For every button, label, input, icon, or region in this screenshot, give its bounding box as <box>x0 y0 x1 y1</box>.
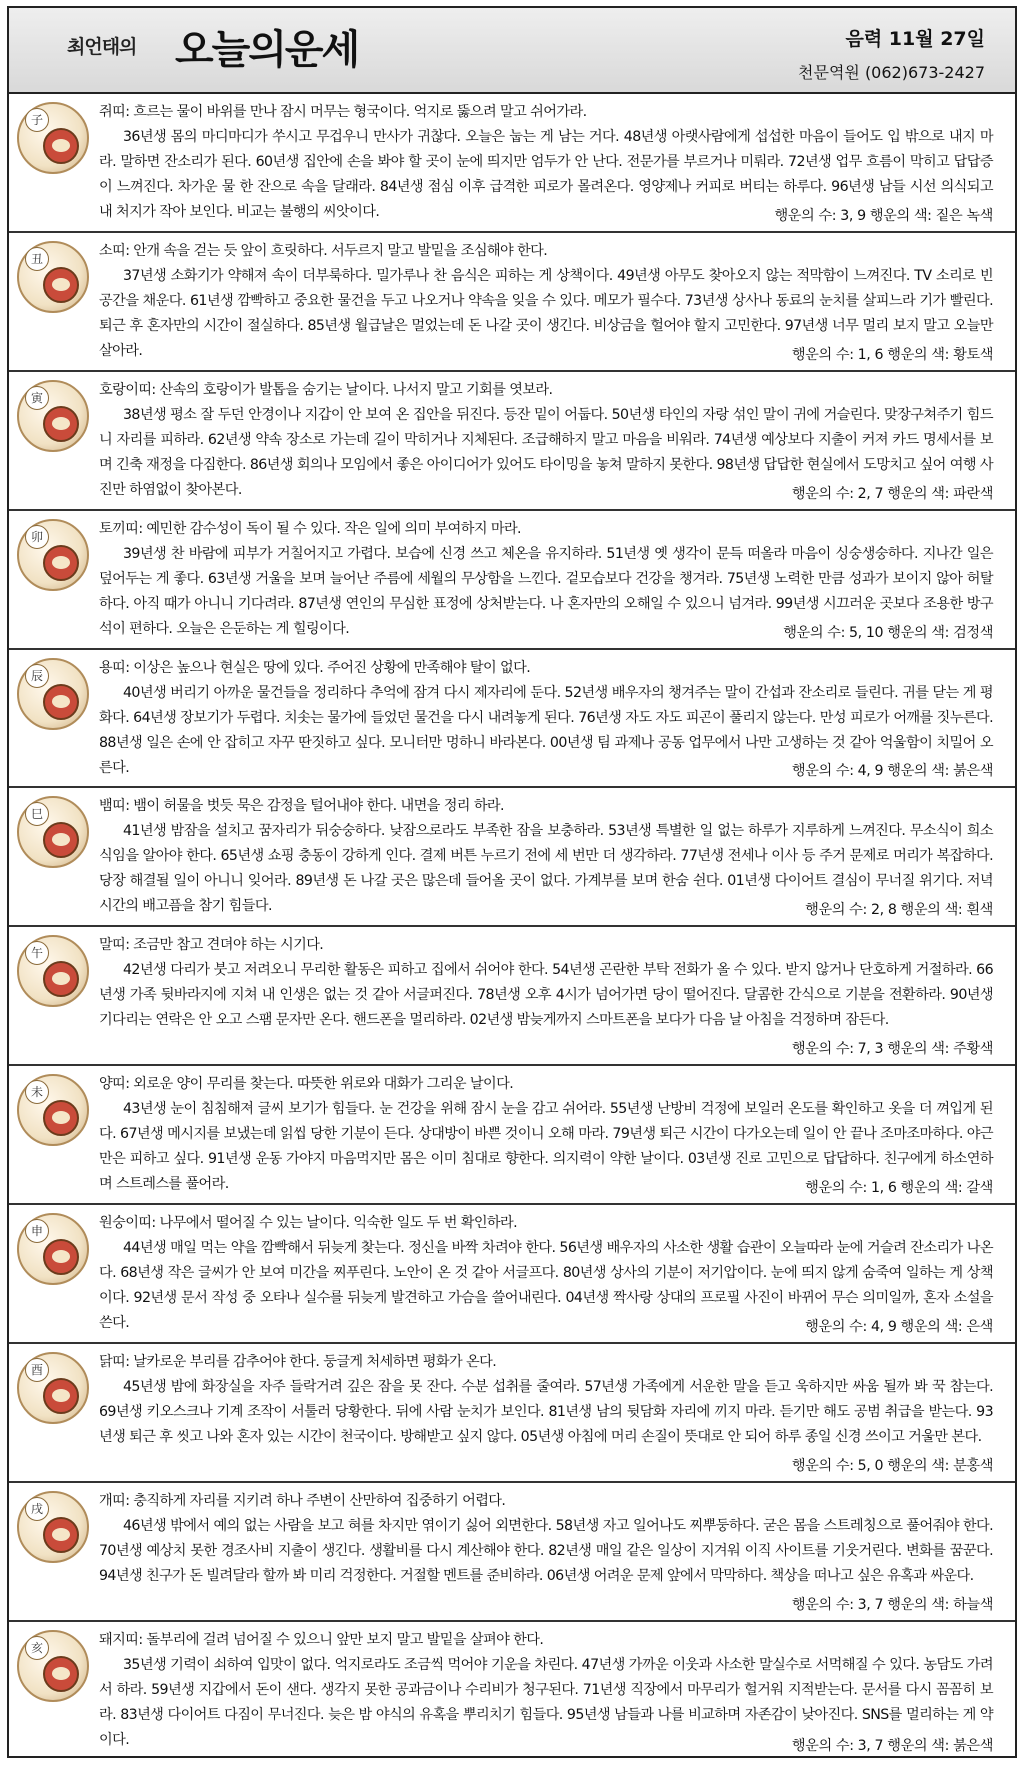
fortune-body: 44년생 매일 먹는 약을 깜빡해서 뒤늦게 찾는다. 정신을 바짝 차려야 한다. 56년생 배우자의 사소한 생활 습관이 오늘따라 눈에 거슬려 잔소리가 나온다. 68년생 작은 글씨가 안 보여 미간을 찌푸린다. 노안이 온 것 같아 서글프다. 80년생 상사의 기분이 저기압이다. 눈에 띄지 않게 숨죽여 일하는 게 상책이다. 92년생 문서 작성 중 오타나 실수를 뒤늦게 발견하고 가슴을 쓸어내린다. 04년생 짝사랑 상대의 프로필 사진이 바뀌어 무슨 의미일까, 혼자 소설을 쓴다. <box>99 1240 993 1332</box>
fortune-headline: 원숭이띠: 나무에서 떨어질 수 있는 날이다. 익숙한 일도 두 번 확인하라. <box>99 1215 518 1232</box>
fortune-page <box>7 6 1017 1758</box>
lucky-number-color: 행운의 수: 4, 9 행운의 색: 은색 <box>789 1316 993 1336</box>
fortune-body: 38년생 평소 잘 두던 안경이나 지갑이 안 보여 온 집안을 뒤진다. 등잔 밑이 어둡다. 50년생 타인의 자랑 섞인 말이 귀에 거슬린다. 맞장구쳐주기 힘드니 자리를 피하라. 62년생 약속 장소로 가는데 길이 막히거나 지체된다. 조급해하지 말고 마음을 비워라. 74년생 예상보다 지출이 커져 카드 명세서를 보며 긴축 재정을 다짐한다. 86년생 회의나 모임에서 좋은 아이디어가 있어도 타이밍을 놓쳐 말하지 못한다. 98년생 답답한 현실에서 도망치고 싶어 여행 사진만 하염없이 찾아본다. <box>99 406 993 498</box>
ox-icon <box>43 267 79 303</box>
zodiac-medallion <box>17 1213 89 1285</box>
fortune-headline: 토끼띠: 예민한 감수성이 독이 될 수 있다. 작은 일에 의미 부여하지 마라. <box>99 520 521 537</box>
zodiac-medallion <box>17 519 89 591</box>
fortune-headline: 닭띠: 날카로운 부리를 감추어야 한다. 둥글게 처세하면 평화가 온다. <box>99 1354 497 1371</box>
fortune-body: 39년생 찬 바람에 피부가 거칠어지고 가렵다. 보습에 신경 쓰고 체온을 유지하라. 51년생 옛 생각이 문득 떠올라 마음이 싱숭생숭하다. 지나간 일은 덮어두는 게 좋다. 63년생 거울을 보며 늘어난 주름에 세월의 무상함을 느낀다. 겉모습보다 건강을 챙겨라. 75년생 노력한 만큼 성과가 보이지 않아 허탈하다. 아직 때가 아니니 기다려라. 87년생 연인의 무심한 표정에 상처받는다. 나 혼자만의 오해일 수 있으니 넘겨라. 99년생 시끄러운 곳보다 조용한 방구석이 편하다. 오늘은 은둔하는 게 힐링이다. <box>99 545 993 637</box>
contact-info: 천문역원 (062)673-2427 <box>798 63 985 82</box>
fortune-headline: 뱀띠: 뱀이 허물을 벗듯 묵은 감정을 털어내야 한다. 내면을 정리 하라. <box>99 798 504 815</box>
zodiac-medallion <box>17 1491 89 1563</box>
fortune-entry <box>9 927 1015 1066</box>
brand-title: 오늘의운세 <box>175 27 359 73</box>
zodiac-medallion <box>17 935 89 1007</box>
lucky-number-color: 행운의 수: 3, 7 행운의 색: 붉은색 <box>776 1735 993 1755</box>
zodiac-character: 申 <box>25 1219 49 1243</box>
zodiac-character: 辰 <box>25 664 49 688</box>
lucky-number-color: 행운의 수: 1, 6 행운의 색: 황토색 <box>776 344 993 364</box>
fortune-entry <box>9 1344 1015 1483</box>
fortune-body: 40년생 버리기 아까운 물건들을 정리하다 추억에 잠겨 다시 제자리에 둔다. 52년생 배우자의 챙겨주는 말이 간섭과 잔소리로 들린다. 귀를 닫는 게 평화다. 64년생 장보기가 두렵다. 치솟는 물가에 들었던 물건을 다시 내려놓게 된다. 76년생 자도 자도 피곤이 풀리지 않는다. 만성 피로가 어깨를 짓누른다. 88년생 일은 손에 안 잡히고 자꾸 딴짓하고 싶다. 모니터만 멍하니 바라본다. 00년생 팀 과제나 공동 업무에서 나만 고생하는 것 같아 억울함이 치밀어 오른다. <box>99 684 993 776</box>
zodiac-character: 卯 <box>25 525 49 549</box>
fortune-body: 46년생 밖에서 예의 없는 사람을 보고 혀를 차지만 엮이기 싫어 외면한다. 58년생 자고 일어나도 찌뿌둥하다. 굳은 몸을 스트레칭으로 풀어줘야 한다. 70년생 예상치 못한 경조사비 지출이 생긴다. 생활비를 다시 계산해야 한다. 82년생 매일 같은 일상이 지겨워 이직 사이트를 기웃거린다. 변화를 꿈꾼다. 94년생 친구가 돈 빌려달라 할까 봐 미리 걱정한다. 거절할 멘트를 준비하라. 06년생 어려운 문제 앞에서 막막하다. 책상을 떠나고 싶은 유혹과 싸운다. <box>99 1517 994 1584</box>
zodiac-character: 酉 <box>25 1358 49 1382</box>
fortune-body: 43년생 눈이 침침해져 글씨 보기가 힘들다. 눈 건강을 위해 잠시 눈을 감고 쉬어라. 55년생 난방비 걱정에 보일러 온도를 확인하고 옷을 더 껴입게 된다. 67년생 메시지를 보냈는데 읽씹 당한 기분이 든다. 상대방이 바쁜 것이니 오해 마라. 79년생 퇴근 시간이 다가오는데 일이 안 끝나 조마조마하다. 야근만은 피하고 싶다. 91년생 운동 가야지 마음먹지만 몸은 이미 침대로 향한다. 의지력이 약한 날이다. 03년생 진로 고민으로 답답하다. 친구에게 하소연하며 스트레스를 풀어라. <box>99 1101 993 1193</box>
fortune-body: 42년생 다리가 붓고 저려오니 무리한 활동은 피하고 집에서 쉬어야 한다. 54년생 곤란한 부탁 전화가 올 수 있다. 받지 않거나 단호하게 거절하라. 66년생 가족 뒷바라지에 지쳐 내 인생은 없는 것 같아 서글퍼진다. 78년생 오후 4시가 넘어가면 당이 떨어진다. 달콤한 간식으로 기분을 전환하라. 90년생 기다리는 연락은 안 오고 스팸 문자만 온다. 핸드폰을 멀리하라. 02년생 밤늦게까지 스마트폰을 보다가 다음 날 아침을 걱정하며 잠든다. <box>99 962 993 1029</box>
lucky-number-color: 행운의 수: 5, 10 행운의 색: 검정색 <box>767 622 993 642</box>
zodiac-medallion <box>17 102 89 174</box>
lucky-number-color: 행운의 수: 3, 7 행운의 색: 하늘색 <box>776 1594 993 1614</box>
sheep-icon <box>43 1100 79 1136</box>
fortune-entry <box>9 1205 1015 1344</box>
lucky-number-color: 행운의 수: 2, 8 행운의 색: 흰색 <box>789 899 993 919</box>
snake-icon <box>43 822 79 858</box>
zodiac-character: 戌 <box>25 1497 49 1521</box>
fortune-entry <box>9 94 1015 233</box>
fortune-entry <box>9 650 1015 789</box>
lucky-number-color: 행운의 수: 3, 9 행운의 색: 짙은 녹색 <box>758 205 993 225</box>
lucky-number-color: 행운의 수: 2, 7 행운의 색: 파란색 <box>776 483 993 503</box>
horse-icon <box>43 961 79 997</box>
fortune-entry <box>9 788 1015 927</box>
zodiac-medallion <box>17 380 89 452</box>
lucky-number-color: 행운의 수: 7, 3 행운의 색: 주황색 <box>776 1038 993 1058</box>
fortune-headline: 호랑이띠: 산속의 호랑이가 발톱을 숨기는 날이다. 나서지 말고 기회를 엿보라. <box>99 381 553 398</box>
zodiac-medallion <box>17 658 89 730</box>
fortune-list <box>9 94 1015 1756</box>
fortune-headline: 양띠: 외로운 양이 무리를 찾는다. 따뜻한 위로와 대화가 그리운 날이다. <box>99 1076 514 1093</box>
fortune-body: 36년생 몸의 마디마디가 쑤시고 무겁우니 만사가 귀찮다. 오늘은 눕는 게 남는 거다. 48년생 아랫사람에게 섭섭한 마음이 들어도 입 밖으로 내지 마라. 말하면 잔소리가 된다. 60년생 집안에 손을 봐야 할 곳이 눈에 띄지만 엄두가 안 난다. 전문가를 부르거나 미뤄라. 72년생 업무 흐름이 막히고 답답증이 느껴진다. 차가운 물 한 잔으로 속을 달래라. 84년생 점심 이후 급격한 피로가 몰려온다. 영양제나 커피로 버티는 하루다. 96년생 남들 시선 의식되고 내 처지가 작아 보인다. 비교는 불행의 씨앗이다. <box>99 129 993 220</box>
fortune-text <box>99 1350 993 1450</box>
lucky-number-color: 행운의 수: 1, 6 행운의 색: 갈색 <box>789 1177 993 1197</box>
pig-icon <box>43 1656 79 1692</box>
tiger-icon <box>43 406 79 442</box>
fortune-entry <box>9 511 1015 650</box>
fortune-text <box>99 1489 993 1589</box>
zodiac-character: 未 <box>25 1080 49 1104</box>
fortune-headline: 말띠: 조금만 참고 견뎌야 하는 시기다. <box>99 937 324 954</box>
zodiac-character: 丑 <box>25 247 49 271</box>
brand-author: 최언태의 <box>67 36 137 58</box>
zodiac-medallion <box>17 1352 89 1424</box>
dragon-icon <box>43 684 79 720</box>
fortune-headline: 소띠: 안개 속을 걷는 듯 앞이 흐릿하다. 서두르지 말고 발밑을 조심해야 한다. <box>99 242 548 259</box>
fortune-entry <box>9 372 1015 511</box>
fortune-headline: 개띠: 충직하게 자리를 지키려 하나 주변이 산만하여 집중하기 어렵다. <box>99 1492 506 1509</box>
rabbit-icon <box>43 545 79 581</box>
lucky-number-color: 행운의 수: 5, 0 행운의 색: 분홍색 <box>776 1455 993 1475</box>
zodiac-medallion <box>17 1630 89 1702</box>
lunar-date: 음력 11월 27일 <box>845 28 985 50</box>
fortune-headline: 돼지띠: 돌부리에 걸려 넘어질 수 있으니 앞만 보지 말고 발밑을 살펴야 한다. <box>99 1631 544 1648</box>
monkey-icon <box>43 1239 79 1275</box>
fortune-headline: 쥐띠: 흐르는 물이 바위를 만나 잠시 머무는 형국이다. 억지로 뚫으려 말고 쉬어가라. <box>99 104 587 120</box>
fortune-entry <box>9 233 1015 372</box>
fortune-entry <box>9 1066 1015 1205</box>
fortune-body: 45년생 밤에 화장실을 자주 들락거려 깊은 잠을 못 잔다. 수분 섭취를 줄여라. 57년생 가족에게 서운한 말을 듣고 욱하지만 싸움 될까 봐 꾹 참는다. 69년생 키오스크나 기계 조작이 서툴러 당황한다. 뒤에 사람 눈치가 보인다. 81년생 남의 뒷담화 자리에 끼지 마라. 듣기만 해도 공범 취급을 받는다. 93년생 퇴근 후 씻고 나와 혼자 있는 시간이 천국이다. 방해받고 싶지 않다. 05년생 아침에 머리 손질이 뜻대로 안 되어 하루 종일 신경 쓰이고 거울만 본다. <box>99 1379 993 1446</box>
fortune-entry <box>9 1622 1015 1761</box>
zodiac-character: 寅 <box>25 386 49 410</box>
zodiac-character: 巳 <box>25 802 49 826</box>
fortune-body: 37년생 소화기가 약해져 속이 더부룩하다. 밀가루나 찬 음식은 피하는 게 상책이다. 49년생 아무도 찾아오지 않는 적막함이 느껴진다. TV 소리로 빈 공간을 채운다. 61년생 깜빡하고 중요한 물건을 두고 나오거나 약속을 잊을 수 있다. 메모가 필수다. 73년생 상사나 동료의 눈치를 살피느라 기가 빨린다. 퇴근 후 혼자만의 시간이 절실하다. 85년생 월급날은 멀었는데 돈 나갈 곳이 생긴다. 비상금을 헐어야 할지 고민한다. 97년생 너무 멀리 보지 말고 오늘만 살아라. <box>99 267 993 359</box>
fortune-text <box>99 933 993 1033</box>
dog-icon <box>43 1517 79 1553</box>
zodiac-medallion <box>17 241 89 313</box>
fortune-entry <box>9 1483 1015 1622</box>
zodiac-character: 子 <box>25 108 49 132</box>
zodiac-medallion <box>17 1074 89 1146</box>
rooster-icon <box>43 1378 79 1414</box>
fortune-body: 41년생 밤잠을 설치고 꿈자리가 뒤숭숭하다. 낮잠으로라도 부족한 잠을 보충하라. 53년생 특별한 일 없는 하루가 지루하게 느껴진다. 무소식이 희소식임을 알아야 한다. 65년생 쇼핑 충동이 강하게 인다. 결제 버튼 누르기 전에 세 번만 더 생각하라. 77년생 전세나 이사 등 주거 문제로 머리가 복잡하다. 당장 해결될 일이 아니니 잊어라. 89년생 돈 나갈 곳은 많은데 들어올 곳이 없다. 가계부를 보며 한숨 쉰다. 01년생 다이어트 결심이 무너질 위기다. 저녁 시간의 배고픔을 참기 힘들다. <box>99 823 993 915</box>
zodiac-character: 亥 <box>25 1636 49 1660</box>
zodiac-character: 午 <box>25 941 49 965</box>
fortune-body: 35년생 기력이 쇠하여 입맛이 없다. 억지로라도 조금씩 먹어야 기운을 차린다. 47년생 가까운 이웃과 사소한 말실수로 서먹해질 수 있다. 농담도 가려서 하라. 59년생 지갑에서 돈이 샌다. 생각지 못한 공과금이나 수리비가 청구된다. 71년생 직장에서 마무리가 헐거워 지적받는다. 문서를 다시 꼼꼼히 보라. 83년생 다이어트 다짐이 무너진다. 늦은 밤 야식의 유혹을 뿌리치기 힘들다. 95년생 남들과 나를 비교하며 자존감이 낮아진다. SNS를 멀리하는 게 약이다. <box>99 1656 993 1748</box>
rat-icon <box>43 128 79 164</box>
header <box>9 8 1015 94</box>
zodiac-medallion <box>17 796 89 868</box>
fortune-headline: 용띠: 이상은 높으나 현실은 땅에 있다. 주어진 상황에 만족해야 탈이 없다. <box>99 659 531 676</box>
lucky-number-color: 행운의 수: 4, 9 행운의 색: 붉은색 <box>776 760 993 780</box>
